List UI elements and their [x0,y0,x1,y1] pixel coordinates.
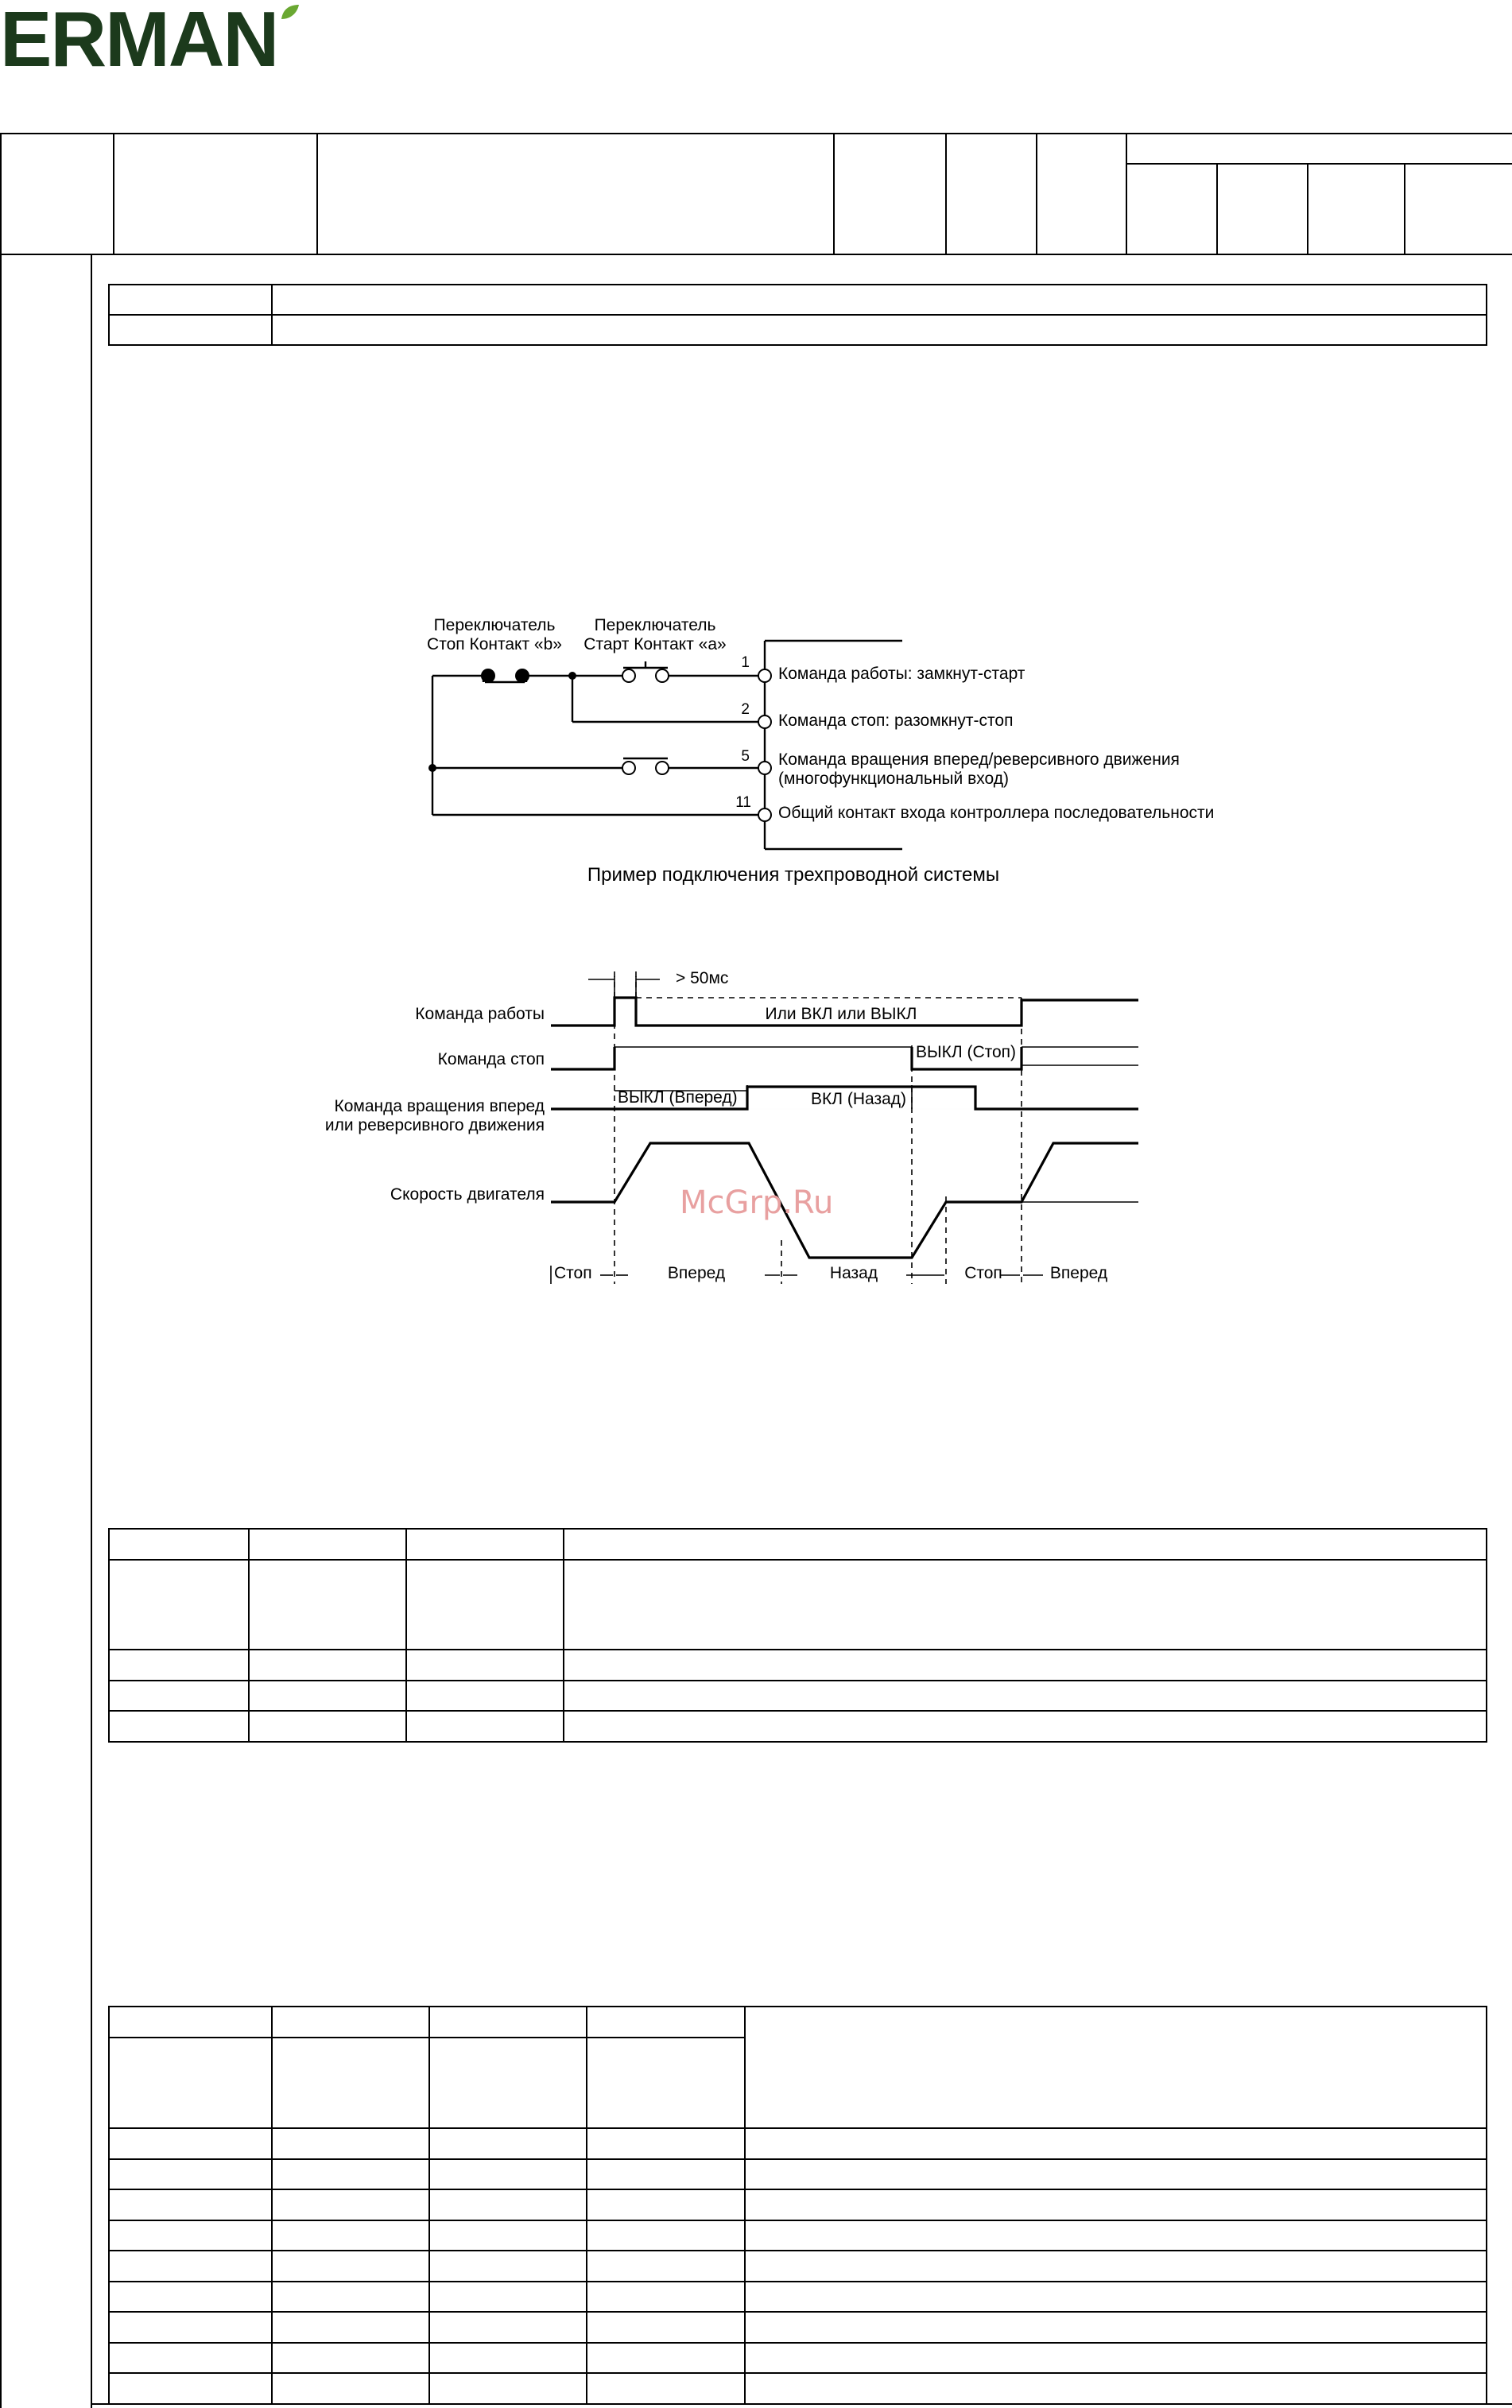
direction-command-label-2: или реверсивного движения [324,1116,545,1134]
off-forward-label: ВЫКЛ (Вперед) [618,1088,738,1107]
direction-command-label-1: Команда вращения вперед [334,1097,545,1115]
terminal-2-number: 2 [741,701,750,718]
phase-forward-1: Вперед [667,1264,726,1282]
terminal-11-number: 11 [735,794,751,811]
phase-forward-2: Вперед [1049,1264,1108,1282]
off-stop-label: ВЫКЛ (Стоп) [916,1043,1017,1061]
stop-switch-label-2: Стоп Контакт «b» [427,635,562,653]
watermark: McGrp.Ru [680,1185,834,1221]
phase-stop-1: Стоп [554,1264,592,1282]
stop-command-label: Команда стоп [437,1050,545,1068]
phase-reverse: Назад [829,1264,878,1282]
start-switch-label-2: Старт Контакт «a» [583,635,727,653]
terminal-1-number: 1 [741,654,750,671]
terminal-2-label: Команда стоп: разомкнут-стоп [778,712,1014,730]
run-command-label: Команда работы [415,1005,545,1023]
phase-stop-2: Стоп [964,1264,1002,1282]
terminal-5-label: Команда вращения вперед/реверсивного движения [778,750,1180,769]
wiring-caption: Пример подключения трехпроводной системы [587,864,1000,886]
terminal-11-label: Общий контакт входа контроллера последовательности [778,804,1215,822]
on-or-off-label: Или ВКЛ или ВЫКЛ [765,1005,917,1023]
terminal-5-number: 5 [741,748,750,765]
start-switch-label-1: Переключатель [594,616,716,634]
brand-logo: ERMAN [0,0,278,83]
delay-label: > 50мс [676,969,729,987]
stop-switch-label-1: Переключатель [433,616,556,634]
terminal-1-label: Команда работы: замкнут-старт [778,665,1025,683]
terminal-5-sublabel: (многофункциональный вход) [778,770,1009,788]
motor-speed-label: Скорость двигателя [390,1185,545,1204]
on-reverse-label: ВКЛ (Назад) [810,1090,907,1108]
